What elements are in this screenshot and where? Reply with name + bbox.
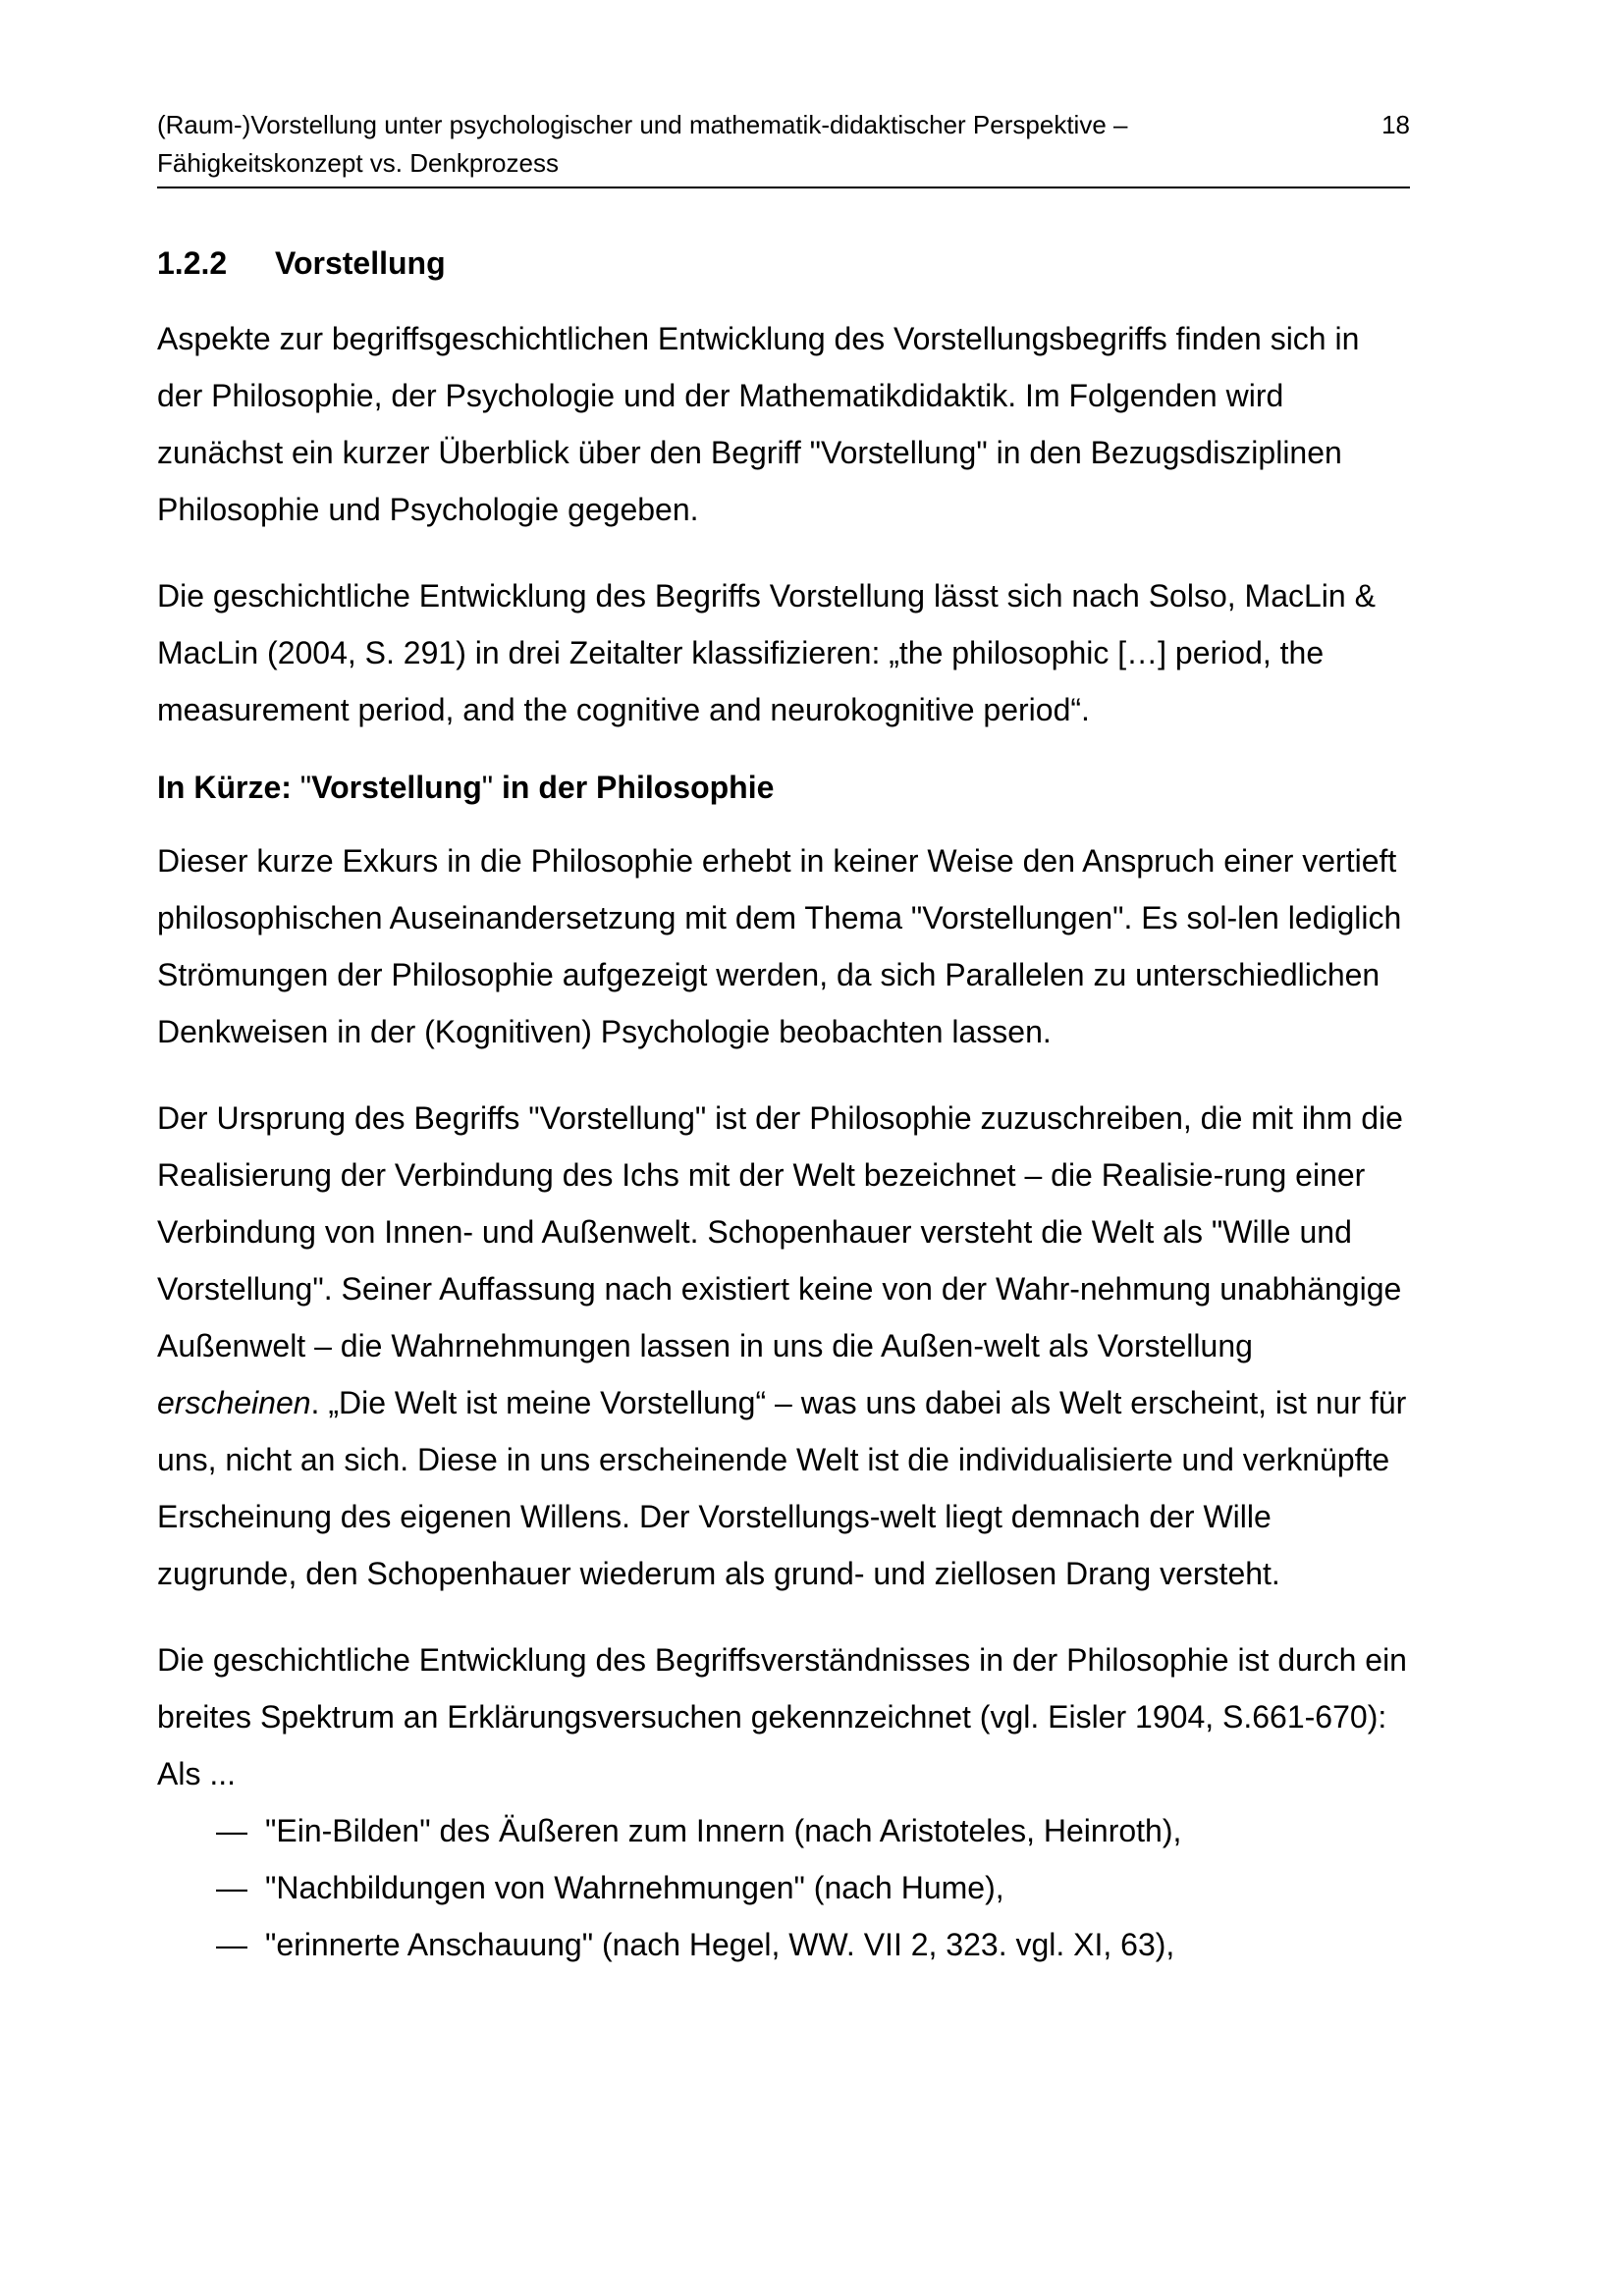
section-heading [157, 243, 1410, 283]
section-number: 1.2.2 [157, 245, 228, 281]
paragraph-excursus: Dieser kurze Exkurs in die Philosophie erhebt in keiner Weise den Anspruch einer vertieft philosophischen Auseinandersetzung mit dem Thema "Vorstellungen". Es sol-len lediglich Strömungen der Philosophie aufgezeigt werden, da sich Parallelen zu unterschiedlichen Denkweisen in der (Kognitiven) Psychologie beobachten lassen. [157, 843, 1402, 1049]
paragraph-intro: Aspekte zur begriffsgeschichtlichen Entwicklung des Vorstellungsbegriffs finden sich in der Philosophie, der Psychologie und der Mathematikdidaktik. Im Folgenden wird zunächst ein kurzer Überblick über den Begriff "Vorstellung" in den Bezugsdisziplinen Philosophie und Psychologie gegeben. [157, 321, 1360, 527]
list-item-text: "Ein-Bilden" des Äußeren zum Innern (nach Aristoteles, Heinroth), [265, 1813, 1182, 1848]
running-title-line-2: Fähigkeitskonzept vs. Denkprozess [157, 148, 559, 178]
dash-bullet: — [216, 1870, 247, 1905]
dash-bullet: — [216, 1927, 247, 1962]
paragraph-history: Die geschichtliche Entwicklung des Begriffs Vorstellung lässt sich nach Solso, MacLin & MacLin (2004, S. 291) in drei Zeitalter klassifizieren: „the philosophic […] period, the measurement period, and the cognitive and neurokognitive period“. [157, 578, 1376, 727]
subheading-part-2: Vorstellung [311, 770, 482, 805]
paragraph-origin-part-2: . „Die Welt ist meine Vorstellung“ – was uns dabei als Welt erscheint, ist nur für uns, nicht an sich. Diese in uns erscheinende Welt ist die individualisierte und verknüpfte Erscheinung des eigenen Willens. Der Vorstellungs-welt liegt demnach der Wille zugrunde, den Schopenhauer wiederum als grund- und ziellosen Drang versteht. [157, 1385, 1407, 1591]
subheading-part-3: in der Philosophie [493, 770, 775, 805]
paragraph-development: Die geschichtliche Entwicklung des Begriffsverständnisses in der Philosophie ist durch ein breites Spektrum an Erklärungsversuchen gekennzeichnet (vgl. Eisler 1904, S.661-670): Als ... [157, 1642, 1407, 1791]
list-item-text: "erinnerte Anschauung" (nach Hegel, WW. VII 2, 323. vgl. XI, 63), [265, 1927, 1175, 1962]
running-title-line-1: (Raum-)Vorstellung unter psychologischer und mathematik-didaktischer Perspektive – [157, 110, 1128, 139]
list-item [157, 1802, 1410, 1859]
paragraph-origin-part-1: Der Ursprung des Begriffs "Vorstellung" ist der Philosophie zuzuschreiben, die mit ihm die Realisierung der Verbindung des Ichs mit der Welt bezeichnet – die Realisie-rung einer Verbindung von Innen- und Außenwelt. Schopenhauer versteht die Welt als "Wille und Vorstellung". Seiner Auffassung nach existiert keine von der Wahr-nehmung unabhängige Außenwelt – die Wahrnehmungen lassen in uns die Außen-welt als Vorstellung [157, 1100, 1403, 1363]
list-item [157, 1916, 1410, 1973]
subheading-part-1: In Kürze: [157, 770, 300, 805]
page-number: 18 [1381, 110, 1410, 139]
section-title: Vorstellung [275, 245, 446, 281]
subheading-quote-open: " [299, 770, 312, 805]
definition-list [157, 1802, 1410, 1973]
subheading-quote-close: " [481, 770, 494, 805]
list-item [157, 1859, 1410, 1916]
page-header [157, 106, 1410, 188]
subheading-philosophy [157, 768, 1410, 807]
running-title [157, 106, 1237, 183]
page-body [157, 243, 1410, 1973]
dash-bullet: — [216, 1813, 247, 1848]
paragraph-origin [157, 1090, 1410, 1602]
list-item-text: "Nachbildungen von Wahrnehmungen" (nach Hume), [265, 1870, 1004, 1905]
paragraph-origin-emphasis: erscheinen [157, 1385, 311, 1420]
